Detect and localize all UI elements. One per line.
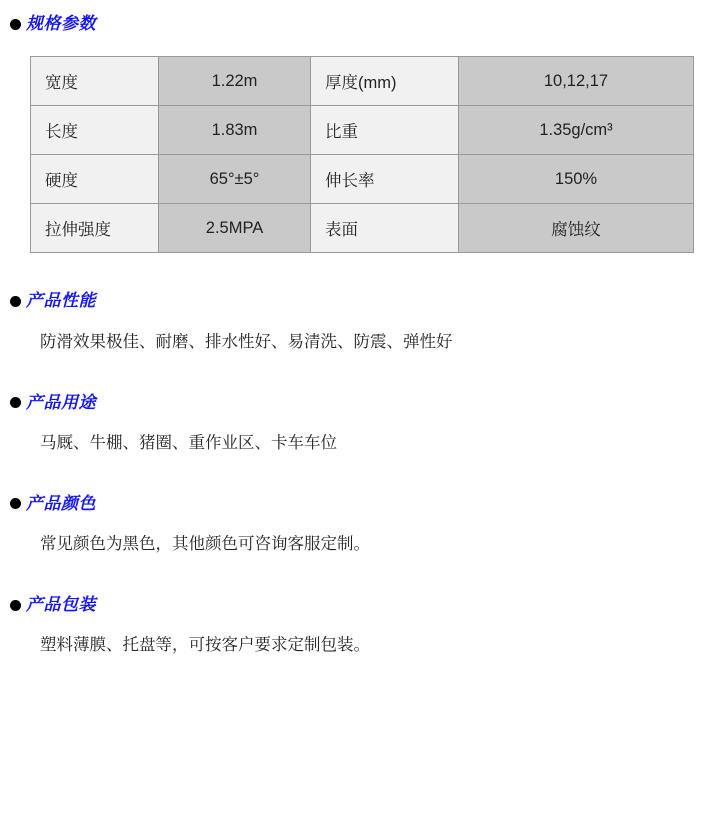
spec-label: 比重 <box>311 106 459 155</box>
spec-table <box>30 56 694 253</box>
section-text-packaging: 塑料薄膜、托盘等，可按客户要求定制包装。 <box>40 636 370 655</box>
table-row <box>31 204 694 253</box>
spec-value: 150% <box>459 155 694 204</box>
section-usage <box>10 393 698 456</box>
spec-value: 2.5MPA <box>159 204 311 253</box>
spec-value: 10,12,17 <box>459 57 694 106</box>
section-heading-performance <box>10 291 698 311</box>
bullet-icon <box>10 498 21 509</box>
section-text-performance: 防滑效果极佳、耐磨、排水性好、易清洗、防震、弹性好 <box>40 332 453 351</box>
spec-label: 表面 <box>311 204 459 253</box>
section-heading-packaging <box>10 595 698 615</box>
bullet-icon <box>10 296 21 307</box>
table-row <box>31 155 694 204</box>
section-title-packaging: 产品包装 <box>26 594 96 614</box>
section-title-color: 产品颜色 <box>26 493 96 513</box>
spec-label: 宽度 <box>31 57 159 106</box>
section-title-usage: 产品用途 <box>26 392 96 412</box>
table-row <box>31 57 694 106</box>
spec-label: 长度 <box>31 106 159 155</box>
spec-value: 1.22m <box>159 57 311 106</box>
section-performance <box>10 291 698 354</box>
spec-label: 厚度(mm) <box>311 57 459 106</box>
bullet-icon <box>10 397 21 408</box>
section-text-color: 常见颜色为黑色，其他颜色可咨询客服定制。 <box>40 535 370 554</box>
spec-label: 伸长率 <box>311 155 459 204</box>
section-title-specs: 规格参数 <box>26 14 96 33</box>
spec-value: 1.35g/cm³ <box>459 106 694 155</box>
section-text-usage: 马厩、牛棚、猪圈、重作业区、卡车车位 <box>40 433 337 452</box>
spec-value: 1.83m <box>159 106 311 155</box>
section-color <box>10 494 698 557</box>
spec-label: 硬度 <box>31 155 159 204</box>
spec-table-wrapper <box>30 56 684 253</box>
section-title-performance: 产品性能 <box>26 291 96 311</box>
bullet-icon <box>10 19 21 30</box>
section-packaging <box>10 595 698 658</box>
spec-label: 拉伸强度 <box>31 204 159 253</box>
bullet-icon <box>10 600 21 611</box>
section-heading-specs <box>10 0 698 34</box>
section-heading-color <box>10 494 698 514</box>
section-heading-usage <box>10 393 698 413</box>
spec-value: 腐蚀纹 <box>459 204 694 253</box>
table-row <box>31 106 694 155</box>
spec-value: 65°±5° <box>159 155 311 204</box>
